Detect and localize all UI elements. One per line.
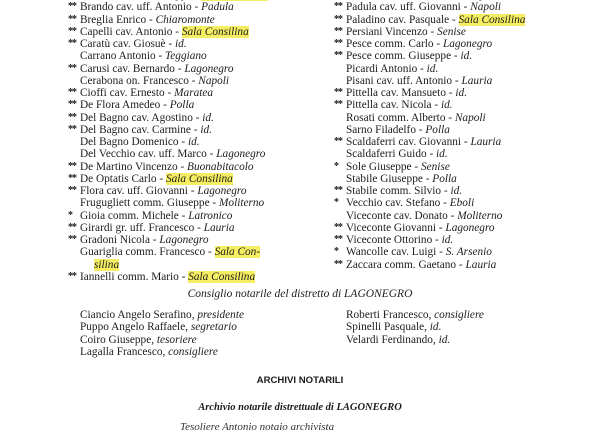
separator: - <box>146 13 156 26</box>
notary-location: id. <box>200 123 212 136</box>
notary-location: silina <box>94 258 120 271</box>
notary-entry <box>68 123 355 136</box>
asterisk-mark: ** <box>68 87 76 98</box>
notary-name: Cerabona on. Francesco <box>80 74 189 87</box>
notary-name: Viceconte Ottorino <box>346 234 433 246</box>
separator: - <box>445 111 455 124</box>
separator: - <box>435 221 446 234</box>
asterisk-mark: ** <box>334 1 342 13</box>
notary-location: id. <box>441 234 454 246</box>
separator: - <box>187 185 198 197</box>
asterisk-mark: ** <box>68 99 76 111</box>
notary-entry <box>80 148 355 160</box>
notary-location: Maratea <box>174 87 214 99</box>
notary-entry <box>68 221 355 234</box>
asterisk-mark: ** <box>334 25 342 37</box>
member-name: Velardi Ferdinando, <box>346 333 439 346</box>
notary-entry <box>346 148 600 160</box>
separator: - <box>160 99 170 112</box>
asterisk-mark: ** <box>68 234 76 245</box>
notary-name: Frugugliett comm. Giuseppe <box>80 197 210 210</box>
notary-name: Scaldaferri Guido <box>346 148 427 161</box>
notary-name: Pittella cav. Nicola <box>346 99 432 112</box>
separator: - <box>445 87 456 99</box>
notary-entry <box>68 38 355 50</box>
separator: - <box>209 197 220 210</box>
notary-location: Padula <box>201 1 234 14</box>
notary-entry <box>334 99 600 112</box>
separator: - <box>156 172 166 185</box>
notary-entry <box>334 197 600 210</box>
notary-entry <box>334 87 600 99</box>
asterisk-mark: ** <box>68 160 76 172</box>
notary-name: Stabile comm. Silvio <box>346 185 442 197</box>
member-role: consigliere <box>434 309 484 321</box>
notary-location: id. <box>174 38 187 50</box>
notary-entry <box>68 13 355 26</box>
separator: - <box>174 62 185 75</box>
member-role: tesoriere <box>156 333 197 346</box>
separator: - <box>431 99 441 112</box>
asterisk-mark: ** <box>68 25 76 37</box>
separator: - <box>449 13 459 26</box>
asterisk-mark: ** <box>334 221 342 233</box>
separator: - <box>177 160 188 173</box>
member-name: Puppo Angelo Raffaele, <box>80 321 191 334</box>
member-role: segretario <box>190 321 237 334</box>
notary-location: id. <box>460 50 473 63</box>
notary-location: id. <box>440 99 453 112</box>
separator: - <box>178 136 188 148</box>
notary-location: Lagonegro <box>442 38 493 50</box>
notary-entry <box>334 160 600 173</box>
notary-name: Pesce comm. Carlo <box>346 38 434 50</box>
separator: - <box>461 136 471 148</box>
separator: - <box>415 123 426 136</box>
asterisk-mark: ** <box>68 123 76 135</box>
council-member-row <box>80 321 600 333</box>
notary-location: Polla <box>432 172 457 185</box>
separator: - <box>205 246 215 259</box>
notary-location: Teggiano <box>165 50 207 63</box>
notary-entry <box>68 1 355 14</box>
notary-location: Sala Consilina <box>188 270 256 283</box>
separator: - <box>441 185 451 197</box>
council-member-row <box>80 334 600 346</box>
separator: - <box>447 209 458 222</box>
notary-entry <box>68 87 355 99</box>
notary-name: Pisani cav. uff. Antonio <box>346 74 453 87</box>
notary-entry <box>334 234 600 246</box>
member-name: Roberti Francesco, <box>346 309 435 321</box>
notary-location: id. <box>426 62 439 75</box>
notary-name: Del Bagno cav. Agostino <box>80 111 193 124</box>
asterisk-mark: ** <box>334 38 342 49</box>
asterisk-mark: ** <box>68 221 76 233</box>
separator: - <box>411 160 421 173</box>
notary-location: Polla <box>169 99 195 112</box>
notary-name: Girardi gr. uff. Francesco <box>80 221 195 234</box>
asterisk-mark: ** <box>68 270 76 282</box>
notary-location: Buonabitacolo <box>187 160 254 173</box>
notary-entry <box>346 124 600 136</box>
notary-location: Moliterno <box>219 197 265 210</box>
asterisk-mark: ** <box>68 38 76 49</box>
notary-location: Chiaromonte <box>155 13 215 26</box>
member-role: id. <box>438 333 451 346</box>
notary-name: Brando cav. uff. Antonio <box>80 1 192 14</box>
notary-name: Picardi Antonio <box>346 62 418 75</box>
separator: - <box>178 209 189 222</box>
notary-entry <box>80 259 355 271</box>
archive-caption: Archivio notarile distrettuale di LAGONEGRO <box>198 402 402 413</box>
notary-list-left <box>68 0 355 283</box>
separator: - <box>422 172 433 185</box>
notary-entry <box>346 210 600 222</box>
separator: - <box>149 234 160 246</box>
member-name: Lagalla Francesco, <box>80 345 169 358</box>
member-role: consigliere <box>168 345 218 358</box>
asterisk-mark: ** <box>68 62 76 74</box>
notary-entry <box>68 62 355 75</box>
notary-entry <box>80 246 355 258</box>
asterisk-mark: ** <box>334 87 342 98</box>
notary-location: id. <box>450 185 463 197</box>
notary-name: Del Vecchio cav. uff. Marco <box>80 148 207 161</box>
notary-entry <box>334 50 600 63</box>
separator: - <box>188 74 199 87</box>
notary-name: Flora cav. uff. Giovanni <box>80 185 188 197</box>
notary-entry <box>346 75 600 87</box>
notary-location: Lagonegro <box>184 62 234 75</box>
notary-name: Iannelli comm. Mario <box>80 270 179 283</box>
notary-entry <box>68 185 355 197</box>
notary-location: Lagonegro <box>159 234 209 246</box>
notary-name: Capelli cav. Antonio <box>80 25 173 38</box>
notary-entry <box>334 136 600 148</box>
notary-entry <box>80 75 355 87</box>
notary-name: Paladino cav. Pasquale <box>346 13 450 26</box>
asterisk-mark: ** <box>334 13 342 25</box>
notary-entry <box>80 197 355 209</box>
notary-name: Viceconte cav. Donato <box>346 209 448 222</box>
asterisk-mark: * <box>334 197 338 209</box>
notary-entry <box>346 63 600 75</box>
separator: - <box>417 62 427 75</box>
separator: - <box>194 221 204 234</box>
asterisk-mark: ** <box>334 99 342 111</box>
notary-location: Sala Consilina <box>181 25 249 38</box>
asterisk-mark: ** <box>68 1 76 13</box>
member-name: Ciancio Angelo Serafino, <box>80 309 198 321</box>
separator: - <box>432 234 442 246</box>
notary-location: Eboli <box>449 197 475 210</box>
notary-entry <box>68 160 355 173</box>
asterisk-mark: ** <box>68 111 76 123</box>
notary-name: Breglia Enrico <box>80 13 147 26</box>
member-name: Coiro Giuseppe, <box>80 333 157 346</box>
notary-location: Napoli <box>198 74 230 87</box>
notary-entry <box>334 221 600 234</box>
notary-name: Zaccara comm. Gaetano <box>346 258 457 271</box>
notary-name: Del Bagno Domenico <box>80 136 179 148</box>
notary-entry <box>68 172 355 185</box>
notary-name: Guariglia comm. Francesco <box>80 246 206 259</box>
notary-location: Moliterno <box>457 209 503 222</box>
asterisk-mark: ** <box>68 185 76 196</box>
notary-name: Carusi cav. Bernardo <box>80 62 175 75</box>
cut-off-line: Tesoliere Antonio notaio archivista <box>180 421 335 433</box>
notary-name: Cioffi cav. Ernesto <box>80 87 165 99</box>
separator: - <box>451 50 461 63</box>
notary-name: Scaldaferri cav. Giovanni <box>346 136 462 148</box>
notary-location: Polla <box>425 123 450 136</box>
separator: - <box>206 148 217 161</box>
notary-name: Padula cav. uff. Giovanni <box>346 1 461 14</box>
council-member-left <box>80 346 218 358</box>
notary-list-right <box>334 0 600 271</box>
notary-entry <box>80 136 355 148</box>
separator: - <box>433 38 443 50</box>
notary-location: Lauria <box>461 74 493 87</box>
notary-name: Sarno Filadelfo <box>346 123 416 136</box>
separator: - <box>452 74 462 87</box>
council-member-left <box>80 321 237 333</box>
notary-location: id. <box>187 136 200 148</box>
notary-location: id. <box>455 87 468 99</box>
council-member-row <box>80 309 600 321</box>
notary-location: Lagonegro <box>216 148 266 161</box>
notary-name: Pittella cav. Mansueto <box>346 87 446 99</box>
asterisk-mark: * <box>334 246 338 258</box>
notary-entry <box>68 25 355 38</box>
member-role: presidente <box>197 309 244 321</box>
council-member-row <box>80 346 600 358</box>
notary-name: Sole Giuseppe <box>346 160 412 173</box>
separator: - <box>165 38 175 50</box>
separator: - <box>440 197 450 210</box>
member-name: Spinelli Pasquale, <box>346 321 430 334</box>
notary-location: Senise <box>421 160 450 173</box>
member-role: id. <box>429 321 442 334</box>
council-member-left <box>80 309 244 321</box>
notary-name: Wancolle cav. Luigi <box>346 246 437 259</box>
notary-name: Vecchio cav. Stefano <box>346 197 441 210</box>
notary-entry <box>68 99 355 112</box>
section-title: ARCHIVI NOTARILI <box>256 375 344 386</box>
notary-entry <box>346 173 600 185</box>
separator: - <box>456 258 466 271</box>
council-member-right <box>346 334 450 346</box>
notary-name: De Martino Vincenzo <box>80 160 178 173</box>
notary-location: Sala Consilina <box>458 13 526 26</box>
council-member-left <box>80 334 197 346</box>
separator: - <box>460 1 471 14</box>
notary-name: Del Bagno cav. Carmine <box>80 123 191 136</box>
notary-name: Carrano Antonio <box>80 50 156 63</box>
notary-location: Napoli <box>470 1 502 14</box>
separator: - <box>191 1 202 14</box>
notary-entry <box>68 234 355 246</box>
notary-entry <box>334 246 600 259</box>
notary-entry <box>334 185 600 197</box>
notary-entry <box>68 209 355 222</box>
notary-name: De Flora Amedeo <box>80 99 161 112</box>
notary-name: Gioia comm. Michele <box>80 209 179 222</box>
asterisk-mark: ** <box>334 234 342 245</box>
notary-name: Viceconte Giovanni <box>346 221 436 234</box>
separator: - <box>155 50 166 63</box>
separator: - <box>164 87 175 99</box>
notary-entry <box>68 270 355 283</box>
notary-entry <box>334 258 600 271</box>
notary-name: Persiani Vincenzo <box>346 25 428 38</box>
notary-location: Latronico <box>188 209 233 222</box>
asterisk-mark: ** <box>68 172 76 184</box>
notary-location: id. <box>202 111 214 124</box>
asterisk-mark: ** <box>334 185 342 196</box>
separator: - <box>190 123 201 136</box>
separator: - <box>192 111 203 124</box>
asterisk-mark: ** <box>334 136 342 147</box>
notary-entry <box>80 50 355 62</box>
asterisk-mark: ** <box>68 13 76 25</box>
notary-name: Stabile Giuseppe <box>346 172 423 185</box>
council-member-right <box>346 309 484 321</box>
notary-location: Senise <box>437 25 466 38</box>
notary-name: Rosati comm. Alberto <box>346 111 446 124</box>
council-member-right <box>346 321 441 333</box>
notary-location: S. Arsenio <box>445 246 492 259</box>
notary-location: Lauria <box>470 136 502 148</box>
separator: - <box>178 270 189 283</box>
separator: - <box>172 25 182 38</box>
notary-entry <box>346 112 600 124</box>
council-members <box>80 309 600 358</box>
notary-name: De Optatis Carlo <box>80 172 157 185</box>
notary-entry <box>68 111 355 124</box>
notary-location: Napoli <box>454 111 486 124</box>
asterisk-mark: ** <box>334 50 342 62</box>
notary-location: Sala Con- <box>214 246 261 259</box>
notary-entry <box>334 13 600 26</box>
notary-name: Caratù cav. Giosuè <box>80 38 166 50</box>
notary-location: Lauria <box>203 221 235 234</box>
asterisk-mark: * <box>334 160 338 172</box>
notary-entry <box>334 1 600 14</box>
asterisk-mark: * <box>68 209 72 221</box>
separator: - <box>427 25 438 38</box>
notary-location: id. <box>436 148 448 161</box>
notary-entry <box>334 38 600 50</box>
council-caption: Consiglio notarile del distretto di LAGONEGRO <box>187 288 413 300</box>
notary-name: Gradoni Nicola <box>80 234 150 246</box>
notary-location: Lauria <box>465 258 497 271</box>
notary-location: Lagonegro <box>197 185 247 197</box>
asterisk-mark: ** <box>334 258 342 270</box>
notary-entry <box>334 25 600 38</box>
notary-location: Lagonegro <box>445 221 495 234</box>
notary-location: Sala Consilina <box>165 172 233 185</box>
separator: - <box>436 246 446 259</box>
notary-name: Pesce comm. Giuseppe <box>346 50 452 63</box>
separator: - <box>426 148 437 161</box>
